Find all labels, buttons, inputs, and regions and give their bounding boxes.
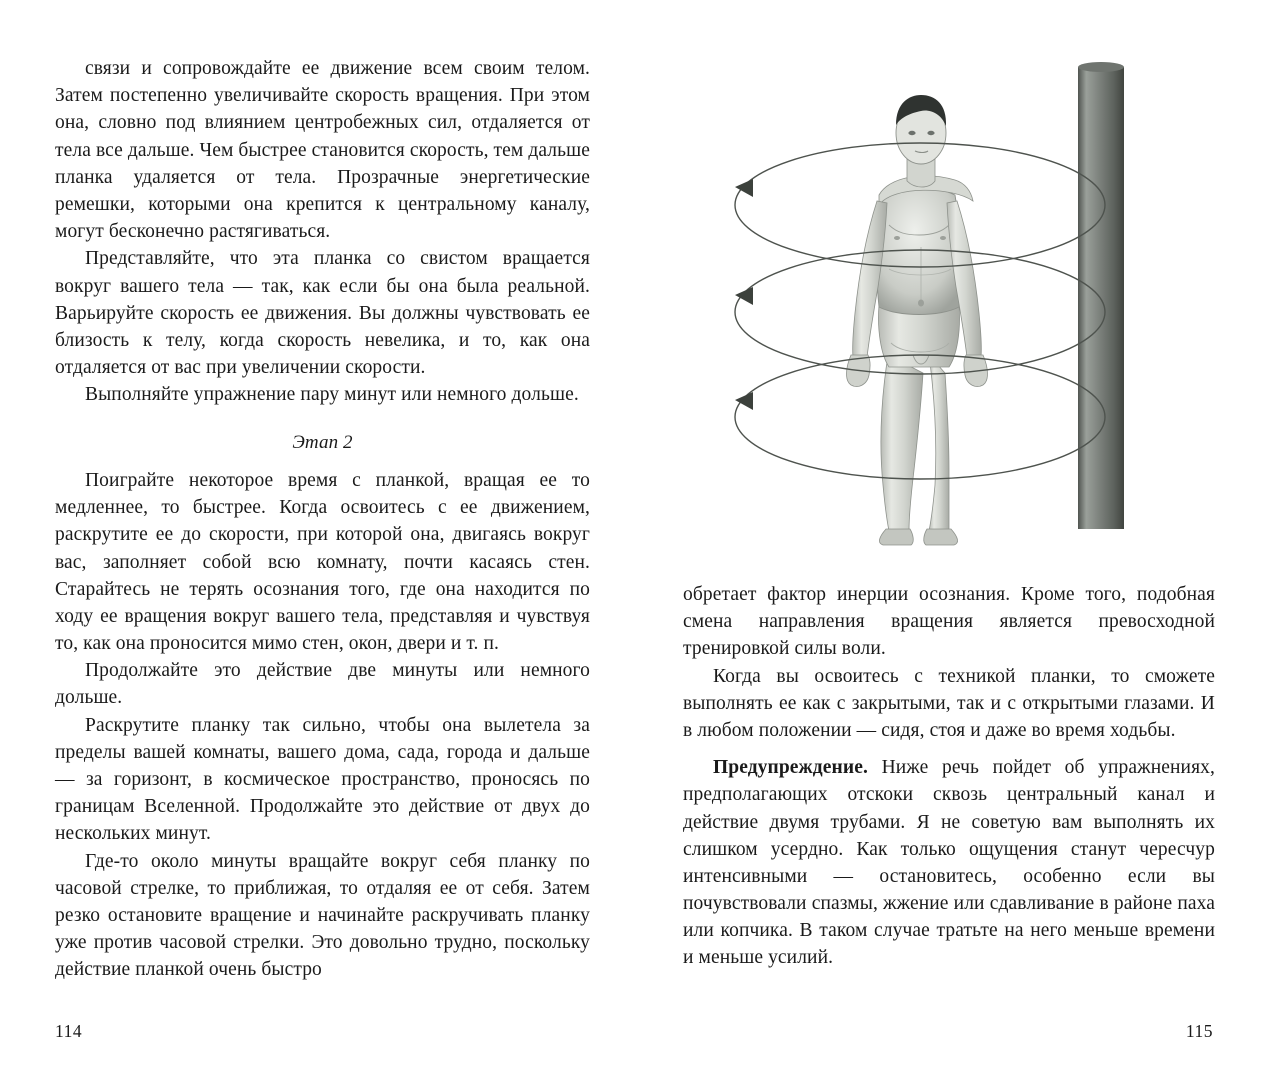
paragraph: Где-то около минуты вращайте вокруг себя планку по часовой стрелке, то приближая, то отдаляя ее от себя. Затем резко остановите вращение и начинайте раскручивать планку уже против часовой стрелки. Это довольно трудно, поскольку действие планкой очень быстро [55,850,590,981]
warning-text: Ниже речь пойдет об упражнениях, предполагающих отскоки сквозь центральный канал и действие двумя трубами. Я не советую вам выполнять их слишком усердно. Как только ощущения станут чересчур интенсивными — остановитесь, особенно если вы почувствовали спазмы, жжение или сдавливание в районе паха или копчика. В таком случае тратьте на него меньше времени и меньше усилий. [683,757,1215,969]
paragraph: Раскрутите планку так сильно, чтобы она вылетела за пределы вашей комнаты, вашего дома, сада, города и дальше — за горизонт, в космическое пространство, проносясь по границам Вселенной. Продолжайте это действие от двух до нескольких минут. [55,714,590,845]
paragraph: связи и сопровождайте ее движение всем своим телом. Затем постепенно увеличивайте скорость вращения. При этом она, словно под влиянием центробежных сил, отдаляется от тела все дальше. Чем быстрее становится скорость, тем дальше планка удаляется от тела. Прозрачные энергетические ремешки, которыми она крепится к центральному каналу, могут бесконечно растягиваться. [55,58,590,243]
illustration-standing-figure [683,55,1228,555]
orbit-direction-arrows [735,179,753,410]
paragraph: обретает фактор инерции осознания. Кроме того, подобная смена направления вращения является превосходной тренировкой силы воли. [683,584,1215,660]
right-page [635,0,1270,1080]
paragraph: Продолжайте это действие две минуты или немного дольше. [55,660,590,709]
paragraph: Когда вы освоитесь с техникой планки, то сможете выполнять ее как с закрытыми, так и с открытыми глазами. И в любом положении — сидя, стоя и даже во время ходьбы. [683,665,1215,741]
right-page-text [683,581,1215,972]
paragraph: Представляйте, что эта планка со свистом вращается вокруг вашего тела — так, как если бы она была реальной. Варьируйте скорость ее движения. Вы должны чувствовать ее близость к телу, когда скорость невелика, и то, как она отдаляется от вас при увеличении скорости. [55,248,590,379]
paragraph: Поиграйте некоторое время с планкой, вращая ее то медленнее, то быстрее. Когда освоитесь с ее движением, раскрутите ее до скорости, при которой она, двигаясь вокруг вас, заполняет собой всю комнату, почти касаясь стен. Старайтесь не терять осознания того, где она находится по ходу ее вращения вокруг вашего тела, представляя и чувствуя то, как она проносится мимо стен, окон, двери и т. п. [55,469,590,655]
paragraph: Выполняйте упражнение пару минут или немного дольше. [85,384,579,406]
page-number-right: 115 [1185,1021,1213,1041]
vertical-post-icon [1078,62,1124,529]
section-subheading: Этап 2 [292,432,353,454]
page-number-left: 114 [55,1021,83,1041]
warning-paragraph [683,754,1215,972]
warning-label: Предупреждение. [713,757,868,779]
